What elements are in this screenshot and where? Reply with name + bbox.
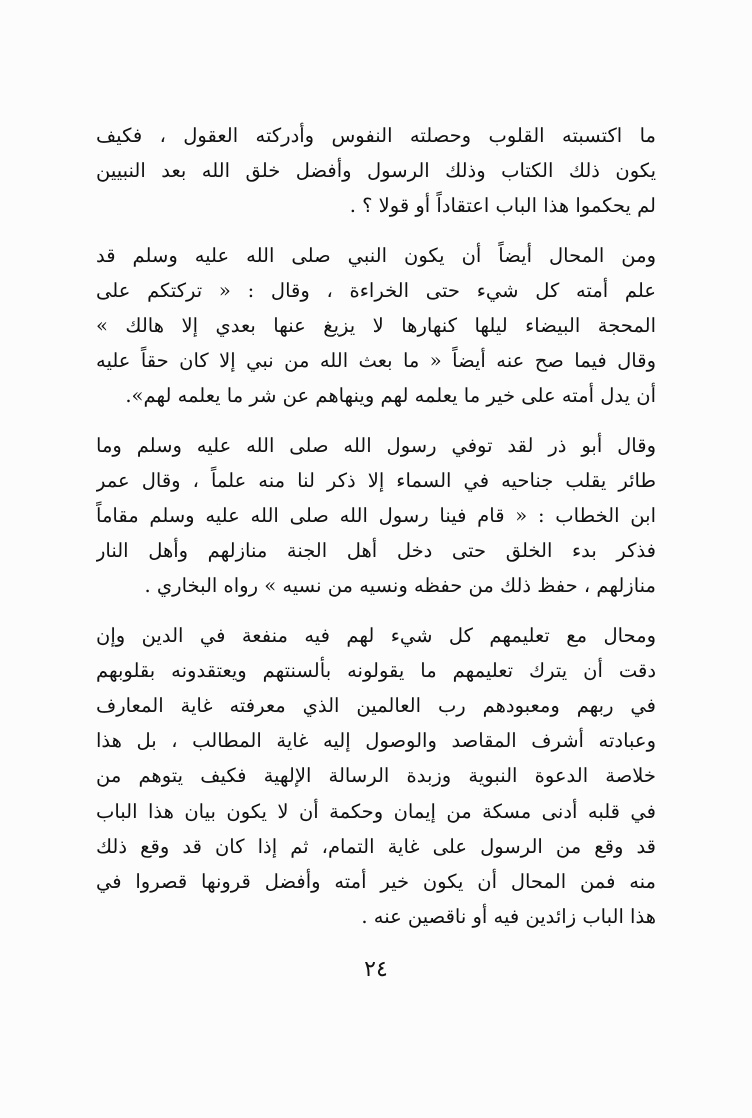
text-line: منه فمن المحال أن يكون خير أمته وأفضل قرونها قصروا في: [96, 870, 656, 894]
paragraph-3: [96, 428, 656, 604]
text-line: يكون ذلك الكتاب وذلك الرسول وأفضل خلق الله بعد النبيين: [96, 159, 656, 183]
text-line: المحجة البيضاء ليلها كنهارها لا يزيغ عنها بعدي إلا هالك »: [96, 314, 656, 338]
text-line: فذكر بدء الخلق حتى دخل أهل الجنة منازلهم وأهل النار: [96, 539, 656, 563]
text-line: دقت أن يترك تعليمهم ما يقولونه بألسنتهم ويعتقدونه بقلوبهم: [96, 658, 656, 682]
page-number: ٢٤: [364, 957, 388, 982]
text-line: أن يدل أمته على خير ما يعلمه لهم وينهاهم عن شر ما يعلمه لهم».: [125, 384, 656, 408]
text-line: منازلهم ، حفظ ذلك من حفظه ونسيه من نسيه » رواه البخاري .: [144, 574, 656, 598]
text-line: لم يحكموا هذا الباب اعتقاداً أو قولا ؟ .: [349, 194, 656, 218]
text-line: وقال فيما صح عنه أيضاً « ما بعث الله من نبي إلا كان حقاً عليه: [96, 349, 656, 373]
text-line: ومن المحال أيضاً أن يكون النبي صلى الله عليه وسلم قد: [96, 243, 656, 267]
text-line: قد وقع من الرسول على غاية التمام، ثم إذا كان قد وقع ذلك: [96, 834, 656, 858]
text-line: طائر يقلب جناحيه في السماء إلا ذكر لنا منه علماً ، وقال عمر: [96, 468, 656, 492]
text-line: ومحال مع تعليمهم كل شيء لهم فيه منفعة في الدين وإن: [96, 623, 656, 647]
body-text: [96, 118, 656, 948]
paragraph-2: [96, 238, 656, 414]
text-line: في ربهم ومعبودهم رب العالمين الذي معرفته غاية المعارف: [96, 694, 656, 718]
text-line: هذا الباب زائدين فيه أو ناقصين عنه .: [361, 905, 656, 929]
text-line: وقال أبو ذر لقد توفي رسول الله صلى الله عليه وسلم وما: [96, 433, 656, 457]
text-line: ما اكتسبته القلوب وحصلته النفوس وأدركته العقول ، فكيف: [96, 124, 656, 147]
paragraph-1: [96, 118, 656, 224]
text-line: وعبادته أشرف المقاصد والوصول إليه غاية المطالب ، بل هذا: [96, 729, 656, 753]
text-line: علم أمته كل شيء حتى الخراءة ، وقال : « تركتكم على: [96, 278, 656, 302]
text-line: في قلبه أدنى مسكة من إيمان وحكمة أن لا يكون بيان هذا الباب: [96, 799, 656, 823]
paragraph-4: [96, 618, 656, 935]
text-line: ابن الخطاب : « قام فينا رسول الله صلى الله عليه وسلم مقاماً: [96, 504, 656, 528]
text-line: خلاصة الدعوة النبوية وزبدة الرسالة الإلهية فكيف يتوهم من: [96, 764, 656, 788]
